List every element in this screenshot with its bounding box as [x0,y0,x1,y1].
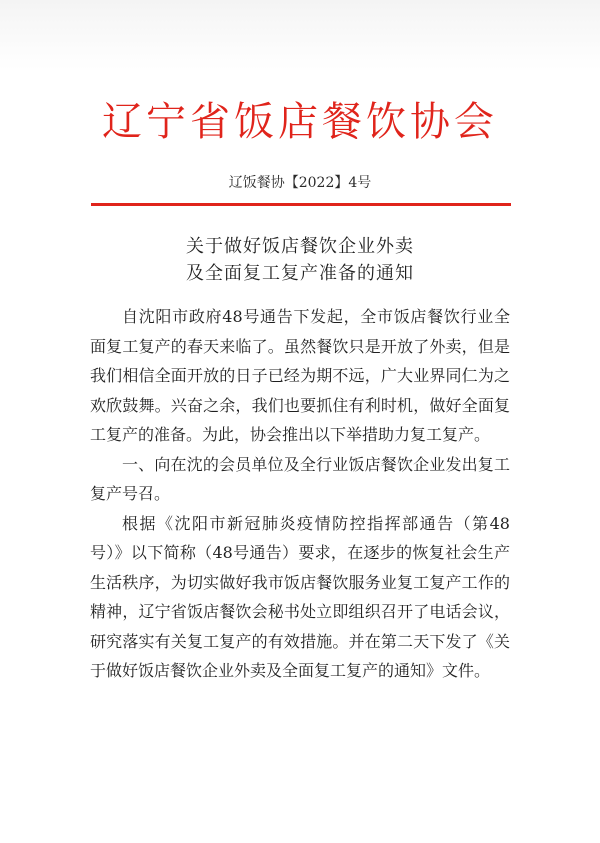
organization-header: 辽宁省饭店餐饮协会 [102,99,498,145]
document-title-line-2: 及全面复工复产准备的通知 [186,263,414,284]
paragraph-basis: 根据《沈阳市新冠肺炎疫情防控指挥部通告（第48号）》以下简称（48号通告）要求，在逐步的恢复社会生产生活秩序，为切实做好我市饭店餐饮服务业复工复产工作的精神，辽宁省饭店餐饮会秘书处立即组织召开了电话会议，研究落实有关复工复产的有效措施。并在第二天下发了《关于做好饭店餐饮企业外卖及全面复工复产的通知》文件。 [90,513,510,680]
document-number: 辽饭餐协【2022】4号 [228,175,372,191]
document-body [90,302,510,686]
paragraph-section-one: 一、向在沈的会员单位及全行业饭店餐饮企业发出复工复产号召。 [90,454,510,503]
document-title [0,233,600,287]
document-title-line-1: 关于做好饭店餐饮企业外卖 [186,236,414,257]
paragraph-intro: 自沈阳市政府48号通告下发起，全市饭店餐饮行业全面复工复产的春天来临了。虽然餐饮只是开放了外卖，但是我们相信全面开放的日子已经为期不远，广大业界同仁为之欢欣鼓舞。兴奋之余，我们也要抓住有利时机，做好全面复工复产的准备。为此，协会推出以下举措助力复工复产。 [90,307,510,444]
red-divider-line [91,203,511,206]
